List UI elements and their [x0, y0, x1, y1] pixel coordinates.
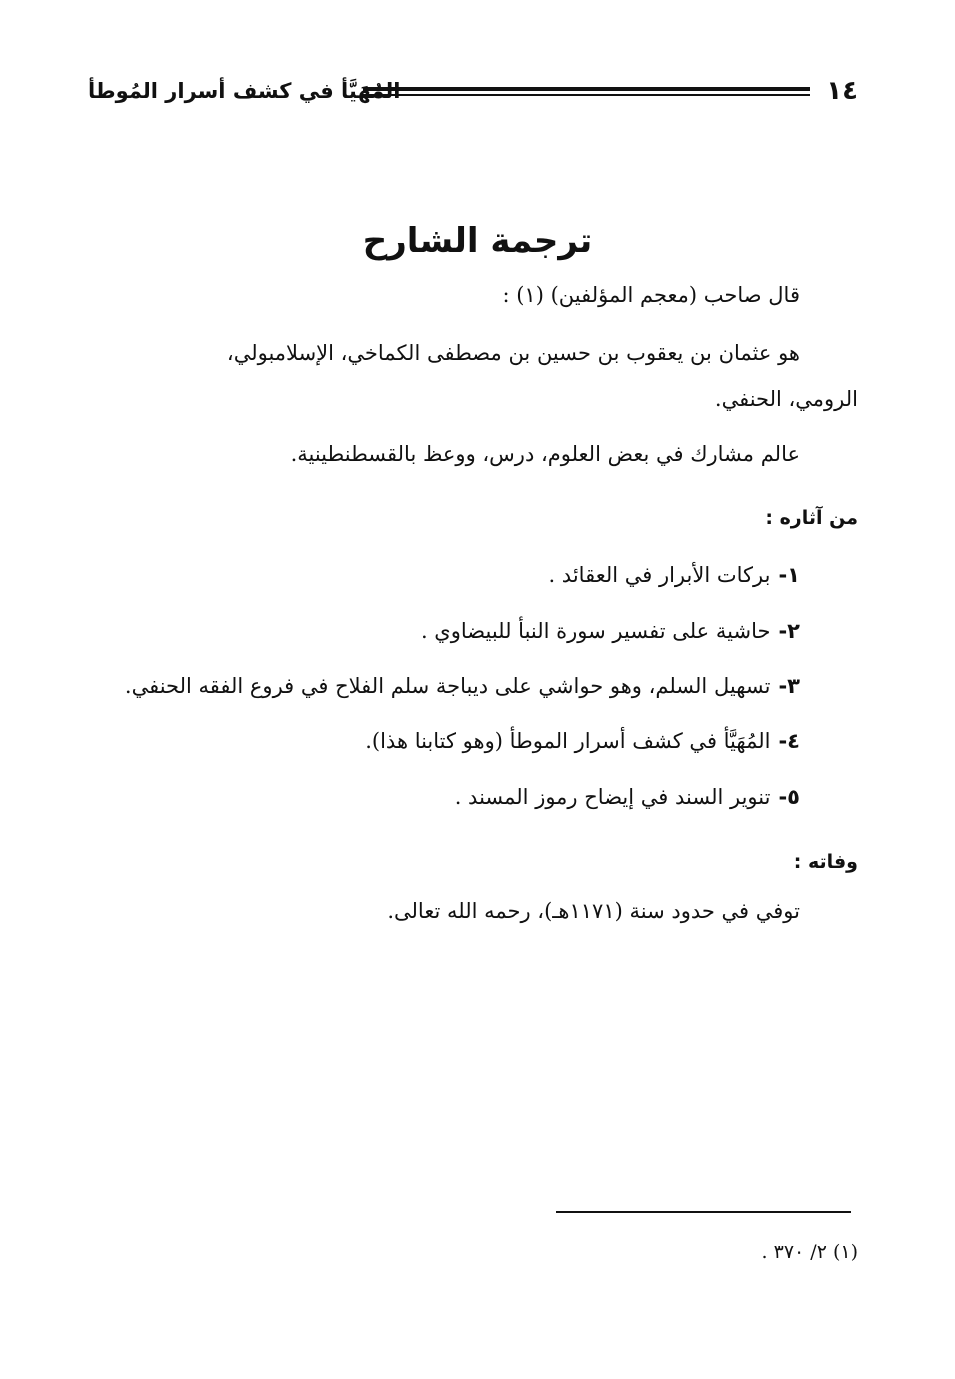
list-item — [125, 668, 800, 704]
list-item — [548, 557, 800, 593]
list-item-text: تسهيل السلم، وهو حواشي على ديباجة سلم الفلاح في فروع الفقه الحنفي. — [124, 674, 771, 698]
list-item — [455, 779, 800, 815]
list-item-number: ١- — [778, 563, 800, 587]
list-item-number: ٣- — [778, 674, 800, 698]
footnote: (١) ٢/ ٣٧٠ . — [761, 1241, 858, 1263]
list-item — [421, 613, 800, 649]
bio-line-3: عالم مشارك في بعض العلوم، درس، ووعظ بالقسطنطينية. — [290, 442, 800, 466]
death-text: توفي في حدود سنة (١١٧١هـ)، رحمه الله تعالى. — [387, 899, 800, 923]
bio-line-2: الرومي، الحنفي. — [714, 387, 858, 411]
death-heading: وفاته : — [793, 851, 858, 873]
list-item-number: ٢- — [778, 619, 800, 643]
intro-line: قال صاحب (معجم المؤلفين) (١) : — [502, 283, 800, 307]
list-item-text: تنوير السند في إيضاح رموز المسند . — [454, 785, 771, 809]
list-item-number: ٥- — [778, 785, 800, 809]
list-item — [365, 723, 800, 759]
header-rule — [363, 87, 810, 96]
bio-line-1: هو عثمان بن يعقوب بن حسين بن مصطفى الكماخي، الإسلامبولي، — [226, 341, 800, 365]
list-item-number: ٤- — [778, 729, 800, 753]
works-heading: من آثاره : — [765, 507, 858, 529]
list-item-text: بركات الأبرار في العقائد . — [548, 563, 771, 587]
page-number: ١٤ — [826, 76, 858, 106]
list-item-text: المُهَيَّأ في كشف أسرار الموطأ (وهو كتابنا هذا). — [365, 729, 771, 753]
page-title: ترجمة الشارح — [362, 221, 593, 261]
page-header — [88, 74, 858, 110]
running-title: المُهَيَّأ في كشف أسرار المُوطأ — [88, 79, 401, 103]
list-item-text: حاشية على تفسير سورة النبأ للبيضاوي . — [420, 619, 771, 643]
footnote-rule — [556, 1211, 851, 1213]
